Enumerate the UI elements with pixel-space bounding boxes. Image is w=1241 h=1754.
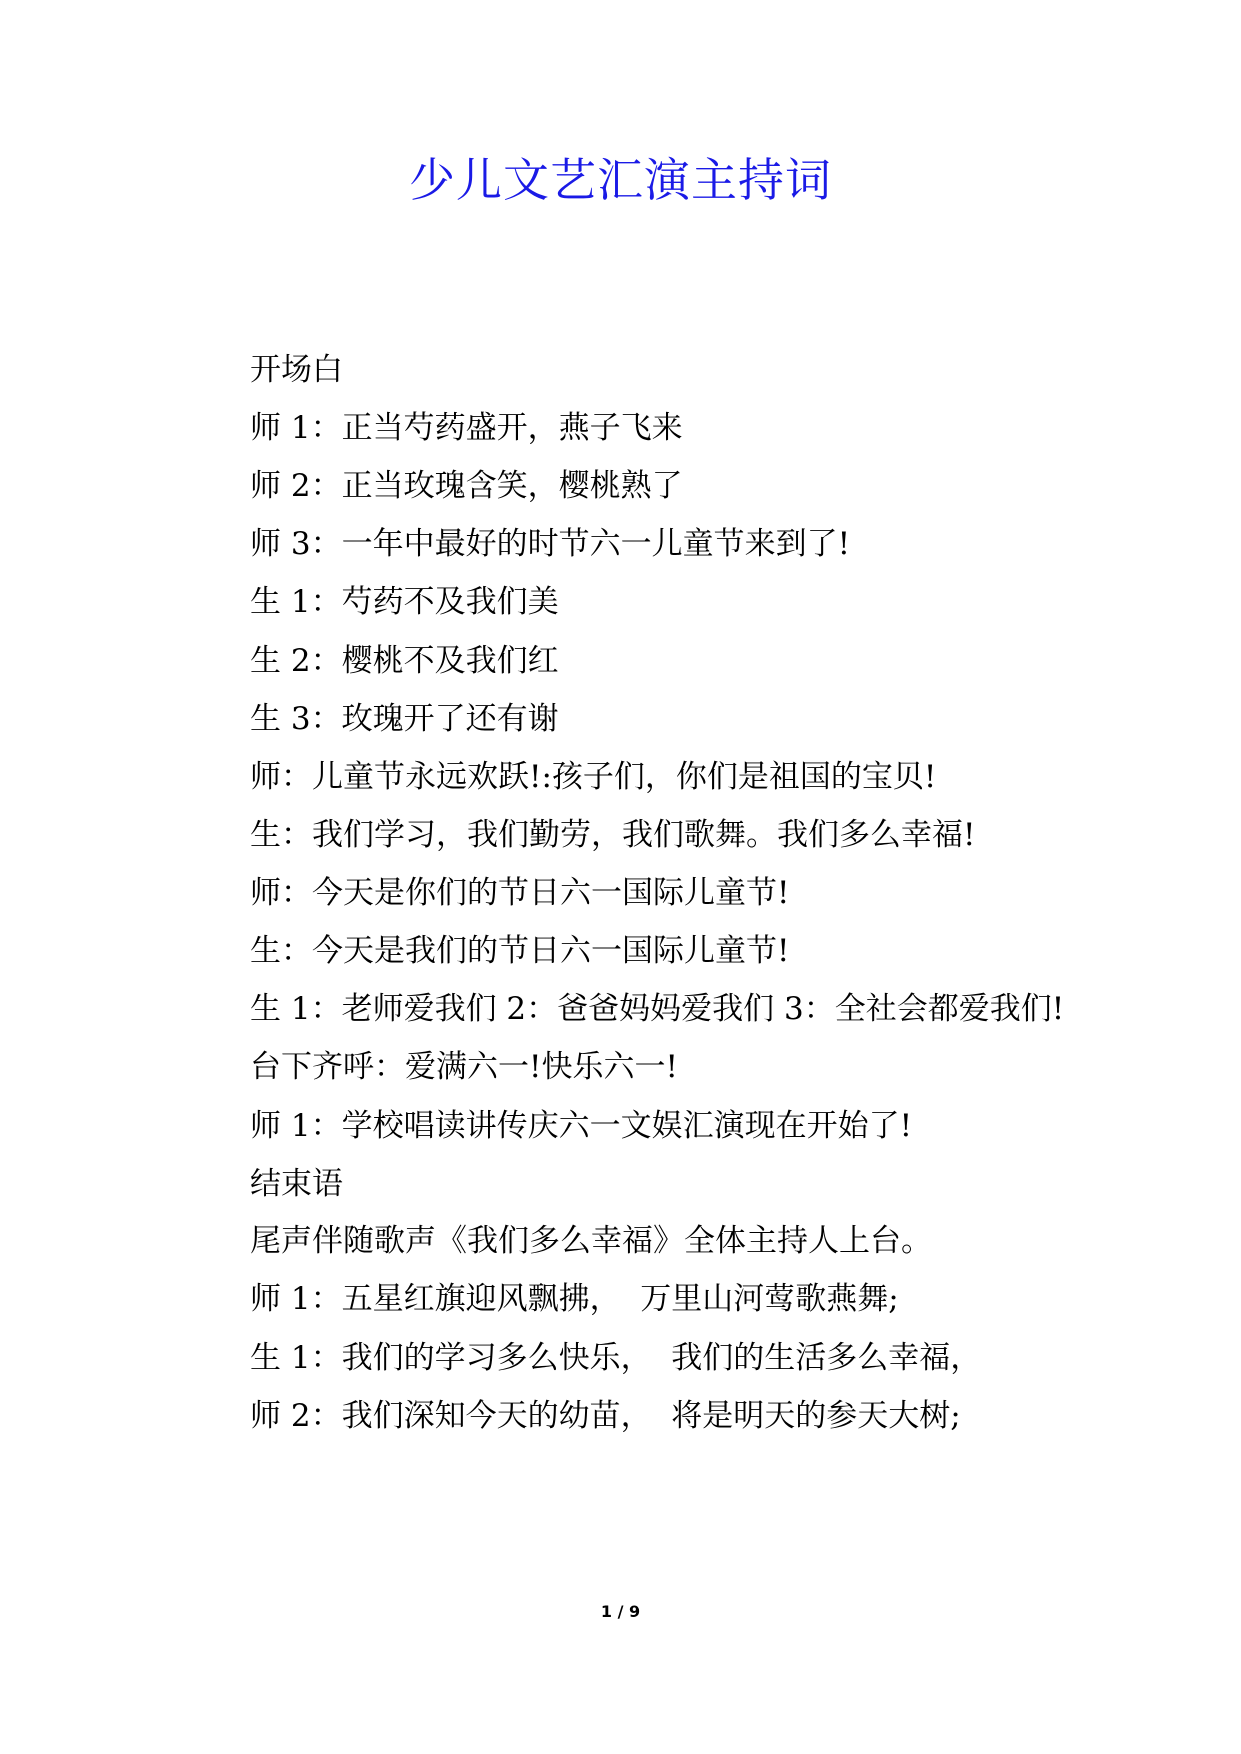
body-line: 台下齐呼：爱满六一!快乐六一! <box>250 1049 678 1085</box>
body-line: 师 2：正当玫瑰含笑，樱桃熟了 <box>250 468 683 504</box>
body-line: 师 2：我们深知今天的幼苗， 将是明天的参天大树; <box>250 1398 961 1434</box>
body-line: 师 3：一年中最好的时节六一儿童节来到了! <box>250 526 851 562</box>
body-line: 师：儿童节永远欢跃!:孩子们，你们是祖国的宝贝! <box>250 759 937 795</box>
body-line: 生：我们学习，我们勤劳，我们歌舞。我们多么幸福! <box>250 817 976 853</box>
body-line: 开场白 <box>250 352 343 388</box>
body-line: 生 1：老师爱我们 2：爸爸妈妈爱我们 3：全社会都爱我们! <box>250 991 1065 1027</box>
page-number: 1 / 9 <box>600 1602 641 1621</box>
body-line: 生 1：芍药不及我们美 <box>250 584 559 620</box>
body-line: 生 1：我们的学习多么快乐， 我们的生活多么幸福， <box>250 1340 982 1376</box>
body-line: 师 1：五星红旗迎风飘拂， 万里山河莺歌燕舞; <box>250 1281 899 1317</box>
body-line: 尾声伴随歌声《我们多么幸福》全体主持人上台。 <box>250 1223 932 1259</box>
body-line: 师：今天是你们的节日六一国际儿童节! <box>250 875 790 911</box>
body-line: 生 3：玫瑰开了还有谢 <box>250 701 559 737</box>
body-line: 师 1：正当芍药盛开，燕子飞来 <box>250 410 683 446</box>
body-line: 结束语 <box>250 1166 343 1202</box>
document-title: 少儿文艺汇演主持词 <box>409 153 832 207</box>
body-line: 师 1：学校唱读讲传庆六一文娱汇演现在开始了! <box>250 1108 913 1144</box>
body-line: 生 2：樱桃不及我们红 <box>250 643 559 679</box>
body-line: 生：今天是我们的节日六一国际儿童节! <box>250 933 790 969</box>
